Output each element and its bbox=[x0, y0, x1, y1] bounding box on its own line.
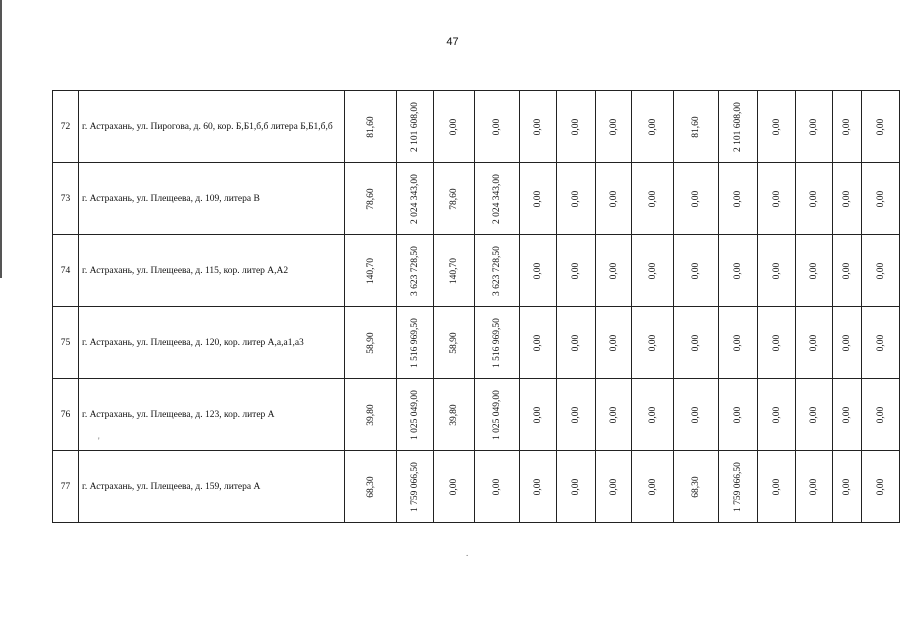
value-cell bbox=[434, 307, 475, 379]
value-text: 3 623 728,50 bbox=[410, 245, 420, 296]
value-cell bbox=[833, 307, 862, 379]
value-text: 39,80 bbox=[449, 403, 459, 426]
value-cell bbox=[674, 163, 719, 235]
value-cell bbox=[520, 379, 557, 451]
value-text: 0,00 bbox=[809, 478, 819, 495]
value-cell bbox=[520, 451, 557, 523]
value-text: 0,00 bbox=[809, 190, 819, 207]
value-cell bbox=[475, 451, 520, 523]
value-cell bbox=[596, 451, 632, 523]
value-text: 58,90 bbox=[449, 331, 459, 354]
value-cell bbox=[557, 379, 596, 451]
value-cell bbox=[632, 91, 674, 163]
value-text: 0,00 bbox=[691, 190, 701, 207]
value-cell bbox=[796, 307, 833, 379]
value-text: 0,00 bbox=[449, 478, 459, 495]
table-row bbox=[53, 163, 900, 235]
value-cell bbox=[557, 235, 596, 307]
value-cell bbox=[833, 91, 862, 163]
value-text: 0,00 bbox=[771, 190, 782, 207]
value-cell bbox=[719, 307, 758, 379]
value-cell bbox=[475, 235, 520, 307]
value-cell bbox=[397, 163, 434, 235]
value-cell bbox=[674, 91, 719, 163]
value-cell bbox=[397, 451, 434, 523]
address-cell: г. Астрахань, ул. Плещеева, д. 115, кор. литер А,А2 bbox=[79, 235, 345, 307]
value-cell bbox=[434, 163, 475, 235]
value-text: 0,00 bbox=[608, 406, 619, 423]
value-cell bbox=[557, 307, 596, 379]
value-cell bbox=[596, 91, 632, 163]
value-text: 0,00 bbox=[691, 262, 701, 279]
value-text: 0,00 bbox=[647, 190, 658, 207]
value-text: 0,00 bbox=[842, 190, 852, 207]
value-text: 2 101 608,00 bbox=[733, 101, 743, 152]
value-cell bbox=[520, 91, 557, 163]
value-text: 0,00 bbox=[842, 118, 852, 135]
value-text: 0,00 bbox=[533, 406, 543, 423]
address-cell: г. Астрахань, ул. Пирогова, д. 60, кор. Б,Б1,б,б литера Б,Б1,б,б bbox=[79, 91, 345, 163]
value-text: 0,00 bbox=[647, 478, 658, 495]
value-cell bbox=[520, 235, 557, 307]
value-cell bbox=[758, 235, 796, 307]
value-cell bbox=[719, 163, 758, 235]
value-text: 0,00 bbox=[809, 118, 819, 135]
value-cell bbox=[796, 451, 833, 523]
value-text: 0,00 bbox=[571, 406, 581, 423]
value-cell bbox=[758, 451, 796, 523]
address-cell: г. Астрахань, ул. Плещеева, д. 109, литера В bbox=[79, 163, 345, 235]
scan-speck: ' bbox=[98, 436, 100, 446]
value-cell bbox=[833, 379, 862, 451]
value-text: 140,70 bbox=[365, 257, 376, 284]
value-text: 0,00 bbox=[875, 262, 886, 279]
row-number: 76 bbox=[53, 379, 79, 451]
value-text: 68,30 bbox=[365, 475, 376, 498]
value-text: 0,00 bbox=[771, 334, 782, 351]
value-cell bbox=[719, 379, 758, 451]
value-text: 0,00 bbox=[842, 334, 852, 351]
value-text: 2 024 343,00 bbox=[410, 173, 420, 224]
scan-speck: . bbox=[466, 548, 469, 558]
value-text: 0,00 bbox=[608, 262, 619, 279]
value-text: 1 759 066,50 bbox=[410, 461, 420, 512]
value-cell bbox=[758, 379, 796, 451]
value-text: 0,00 bbox=[733, 262, 743, 279]
value-cell bbox=[632, 235, 674, 307]
value-text: 0,00 bbox=[809, 262, 819, 279]
value-cell bbox=[557, 163, 596, 235]
row-number: 77 bbox=[53, 451, 79, 523]
table-row bbox=[53, 451, 900, 523]
value-cell bbox=[632, 379, 674, 451]
value-text: 1 516 969,50 bbox=[410, 317, 420, 368]
value-text: 0,00 bbox=[533, 118, 543, 135]
value-cell bbox=[520, 307, 557, 379]
value-cell bbox=[345, 379, 397, 451]
value-cell bbox=[632, 451, 674, 523]
table-row bbox=[53, 379, 900, 451]
value-cell bbox=[674, 379, 719, 451]
page-number: 47 bbox=[446, 36, 459, 48]
value-text: 0,00 bbox=[875, 478, 886, 495]
value-cell bbox=[475, 307, 520, 379]
value-text: 0,00 bbox=[533, 478, 543, 495]
value-text: 0,00 bbox=[647, 262, 658, 279]
value-text: 0,00 bbox=[571, 262, 581, 279]
value-cell bbox=[345, 91, 397, 163]
value-text: 0,00 bbox=[533, 190, 543, 207]
value-cell bbox=[758, 163, 796, 235]
value-cell bbox=[833, 451, 862, 523]
value-text: 0,00 bbox=[647, 334, 658, 351]
value-cell bbox=[796, 235, 833, 307]
value-cell bbox=[632, 307, 674, 379]
row-number: 73 bbox=[53, 163, 79, 235]
value-text: 0,00 bbox=[733, 190, 743, 207]
value-text: 0,00 bbox=[771, 118, 782, 135]
value-cell bbox=[674, 307, 719, 379]
value-cell bbox=[520, 163, 557, 235]
value-text: 1 516 969,50 bbox=[492, 317, 502, 368]
value-cell bbox=[397, 379, 434, 451]
value-text: 78,60 bbox=[365, 187, 376, 210]
address-cell: г. Астрахань, ул. Плещеева, д. 120, кор. литер А,а,а1,а3 bbox=[79, 307, 345, 379]
value-cell bbox=[758, 307, 796, 379]
value-text: 0,00 bbox=[875, 190, 886, 207]
value-text: 0,00 bbox=[875, 118, 886, 135]
value-text: 81,60 bbox=[691, 115, 701, 138]
value-text: 39,80 bbox=[365, 403, 376, 426]
value-cell bbox=[758, 91, 796, 163]
row-number: 74 bbox=[53, 235, 79, 307]
value-text: 0,00 bbox=[571, 118, 581, 135]
value-cell bbox=[345, 307, 397, 379]
value-text: 0,00 bbox=[842, 262, 852, 279]
value-text: 140,70 bbox=[449, 257, 459, 284]
value-cell bbox=[434, 91, 475, 163]
value-cell bbox=[862, 235, 900, 307]
value-text: 0,00 bbox=[842, 478, 852, 495]
value-text: 0,00 bbox=[647, 406, 658, 423]
value-text: 0,00 bbox=[733, 406, 743, 423]
value-text: 0,00 bbox=[771, 262, 782, 279]
value-cell bbox=[557, 91, 596, 163]
value-text: 2 101 608,00 bbox=[410, 101, 420, 152]
property-register-table bbox=[52, 90, 900, 523]
value-cell bbox=[434, 235, 475, 307]
value-cell bbox=[345, 235, 397, 307]
value-text: 1 025 049,00 bbox=[492, 389, 502, 440]
value-text: 0,00 bbox=[608, 118, 619, 135]
value-text: 0,00 bbox=[691, 406, 701, 423]
value-text: 0,00 bbox=[842, 406, 852, 423]
value-cell bbox=[719, 451, 758, 523]
value-cell bbox=[796, 91, 833, 163]
value-text: 0,00 bbox=[608, 334, 619, 351]
value-cell bbox=[345, 163, 397, 235]
table-row bbox=[53, 307, 900, 379]
value-cell bbox=[345, 451, 397, 523]
value-cell bbox=[862, 451, 900, 523]
value-text: 1 025 049,00 bbox=[410, 389, 420, 440]
value-cell bbox=[796, 163, 833, 235]
table-row bbox=[53, 91, 900, 163]
value-cell bbox=[596, 235, 632, 307]
value-cell bbox=[557, 451, 596, 523]
value-cell bbox=[862, 307, 900, 379]
value-text: 3 623 728,50 bbox=[492, 245, 502, 296]
value-text: 0,00 bbox=[771, 406, 782, 423]
value-text: 0,00 bbox=[533, 262, 543, 279]
value-text: 0,00 bbox=[571, 478, 581, 495]
value-text: 0,00 bbox=[771, 478, 782, 495]
value-cell bbox=[397, 91, 434, 163]
value-text: 0,00 bbox=[608, 190, 619, 207]
value-text: 2 024 343,00 bbox=[492, 173, 502, 224]
value-cell bbox=[674, 451, 719, 523]
value-text: 0,00 bbox=[691, 334, 701, 351]
value-cell bbox=[596, 163, 632, 235]
value-cell bbox=[833, 235, 862, 307]
value-text: 0,00 bbox=[492, 478, 502, 495]
value-cell bbox=[434, 451, 475, 523]
value-cell bbox=[475, 379, 520, 451]
value-text: 81,60 bbox=[365, 115, 376, 138]
value-text: 0,00 bbox=[809, 334, 819, 351]
value-cell bbox=[796, 379, 833, 451]
value-text: 0,00 bbox=[809, 406, 819, 423]
value-text: 0,00 bbox=[608, 478, 619, 495]
value-cell bbox=[596, 307, 632, 379]
value-cell bbox=[862, 91, 900, 163]
value-text: 0,00 bbox=[875, 406, 886, 423]
table-row bbox=[53, 235, 900, 307]
value-cell bbox=[475, 91, 520, 163]
value-text: 78,60 bbox=[449, 187, 459, 210]
value-cell bbox=[719, 91, 758, 163]
value-text: 0,00 bbox=[733, 334, 743, 351]
address-cell: г. Астрахань, ул. Плещеева, д. 159, литера А bbox=[79, 451, 345, 523]
row-number: 75 bbox=[53, 307, 79, 379]
value-text: 0,00 bbox=[875, 334, 886, 351]
value-text: 0,00 bbox=[533, 334, 543, 351]
value-cell bbox=[434, 379, 475, 451]
row-number: 72 bbox=[53, 91, 79, 163]
value-cell bbox=[674, 235, 719, 307]
value-text: 0,00 bbox=[571, 190, 581, 207]
value-text: 0,00 bbox=[449, 118, 459, 135]
value-cell bbox=[862, 379, 900, 451]
value-cell bbox=[719, 235, 758, 307]
value-cell bbox=[397, 307, 434, 379]
value-text: 0,00 bbox=[492, 118, 502, 135]
value-text: 58,90 bbox=[365, 331, 376, 354]
value-cell bbox=[632, 163, 674, 235]
value-text: 68,30 bbox=[691, 475, 701, 498]
value-text: 0,00 bbox=[647, 118, 658, 135]
value-cell bbox=[833, 163, 862, 235]
address-cell: г. Астрахань, ул. Плещеева, д. 123, кор. литер А bbox=[79, 379, 345, 451]
value-cell bbox=[397, 235, 434, 307]
value-cell bbox=[596, 379, 632, 451]
value-text: 0,00 bbox=[571, 334, 581, 351]
value-text: 1 759 066,50 bbox=[733, 461, 743, 512]
value-cell bbox=[475, 163, 520, 235]
value-cell bbox=[862, 163, 900, 235]
